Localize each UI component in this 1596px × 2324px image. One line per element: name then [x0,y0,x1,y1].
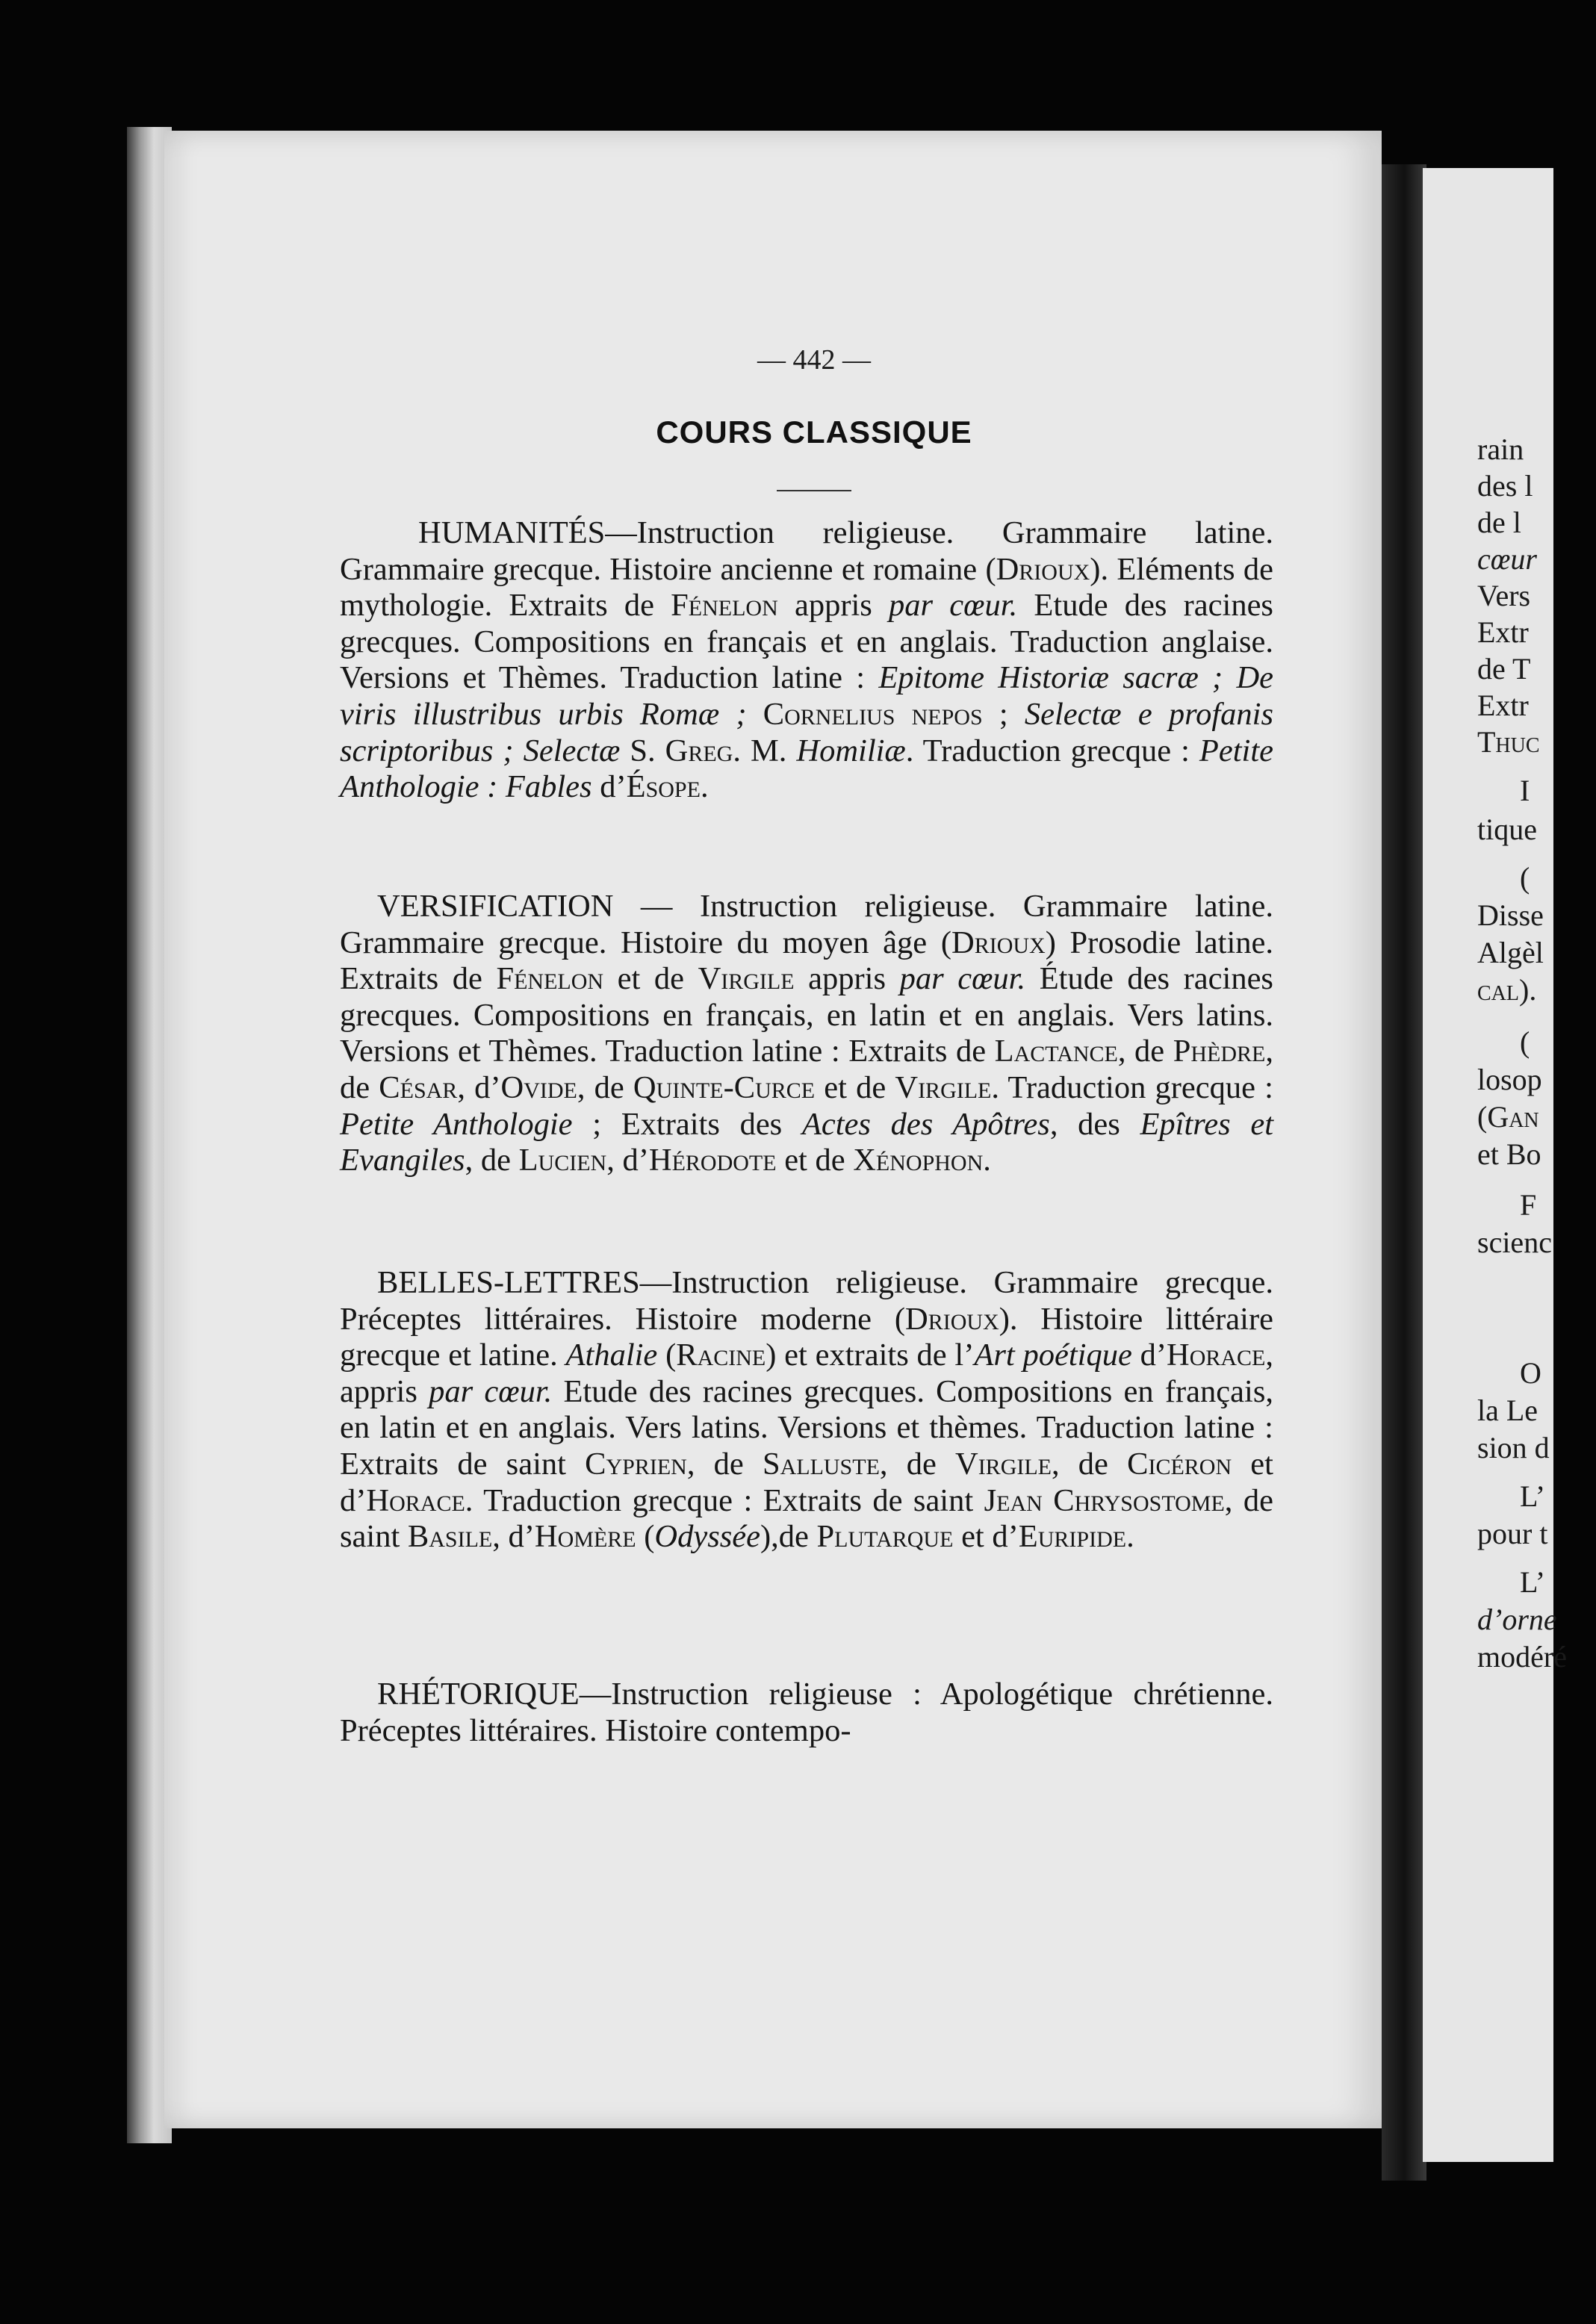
right-line: ( [1520,861,1530,895]
right-line: F [1520,1188,1537,1222]
paragraph-rhetorique: RHÉTORIQUE—Instruction religieuse : Apologétique chrétienne. Préceptes littéraires. Histoire contempo- [340,1677,1273,1748]
right-line: losop [1477,1063,1542,1096]
right-line: tique [1477,813,1537,846]
right-line: la Le [1477,1394,1538,1427]
heading-rule [777,490,851,491]
right-line: Disse [1477,898,1544,932]
right-line: sion d [1477,1431,1550,1464]
right-line: Vers [1477,579,1531,612]
right-line: pour t [1477,1517,1548,1550]
right-line: Thuc [1477,725,1540,759]
right-line: des l [1477,469,1533,503]
right-line: I [1520,774,1530,807]
right-line: O [1520,1356,1541,1390]
page-number: — 442 — [757,344,871,376]
right-line: scienc [1477,1225,1552,1259]
right-line: (Gan [1477,1100,1539,1134]
section-heading: COURS CLASSIQUE [656,414,972,450]
right-line: rain [1477,432,1524,466]
book-gutter [1382,164,1426,2181]
paragraph-humanites: HUMANITÉS—Instruction religieuse. Grammaire latine. Grammaire grecque. Histoire ancienne et romaine (Drioux). Eléments de mythologie. Extraits de Fénelon appris par cœur. Etude des racines grecques. Compositions en français et en anglais. Traduction anglaise. Versions et Thèmes. Traduction latine : Epitome Historiæ sacræ ; De viris illustribus urbis Romæ ; Cornelius nepos ; Selectæ e profanis scriptoribus ; Selectæ S. Greg. M. Homiliæ. Traduction grecque : Petite Anthologie : Fables d’Ésope. [340,515,1274,805]
paragraph-versification: VERSIFICATION — Instruction religieuse. Grammaire latine. Grammaire grecque. Histoire du moyen âge (Drioux) Prosodie latine. Extraits de Fénelon et de Virgile appris par cœur. Étude des racines grecques. Compositions en français, en latin et en anglais. Vers latins. Versions et Thèmes. Traduction latine : Extraits de Lactance, de Phèdre, de César, d’Ovide, de Quinte-Curce et de Virgile. Traduction grecque : Petite Anthologie ; Extraits des Actes des Apôtres, des Epîtres et Evangiles, de Lucien, d’Hérodote et de Xénophon. [340,889,1274,1178]
right-line: cœur [1477,542,1537,576]
right-line: cal). [1477,973,1537,1007]
right-line: L’ [1520,1479,1546,1513]
right-line: de l [1477,506,1521,539]
right-line: Extr [1477,615,1529,649]
right-line: Algèl [1477,936,1544,969]
right-line: ( [1520,1025,1530,1059]
paragraph-belles-lettres: BELLES-LETTRES—Instruction religieuse. Grammaire grecque. Préceptes littéraires. Histoire moderne (Drioux). Histoire littéraire grecque et latine. Athalie (Racine) et extraits de l’Art poétique d’Horace, appris par cœur. Etude des racines grecques. Compositions en français, en latin et en anglais. Vers latins. Versions et thèmes. Traduction latine : Extraits de saint Cyprien, de Salluste, de Virgile, de Cicéron et d’Horace. Traduction grecque : Extraits de saint Jean Chrysostome, de saint Basile, d’Homère (Odyssée),de Plutarque et d’Euripide. [340,1265,1273,1555]
right-line: et Bo [1477,1137,1541,1171]
right-line: d’orne [1477,1603,1557,1636]
right-line: Extr [1477,689,1529,722]
right-line: L’ [1520,1565,1546,1599]
right-line: de T [1477,652,1531,686]
right-line: modéré [1477,1640,1567,1674]
